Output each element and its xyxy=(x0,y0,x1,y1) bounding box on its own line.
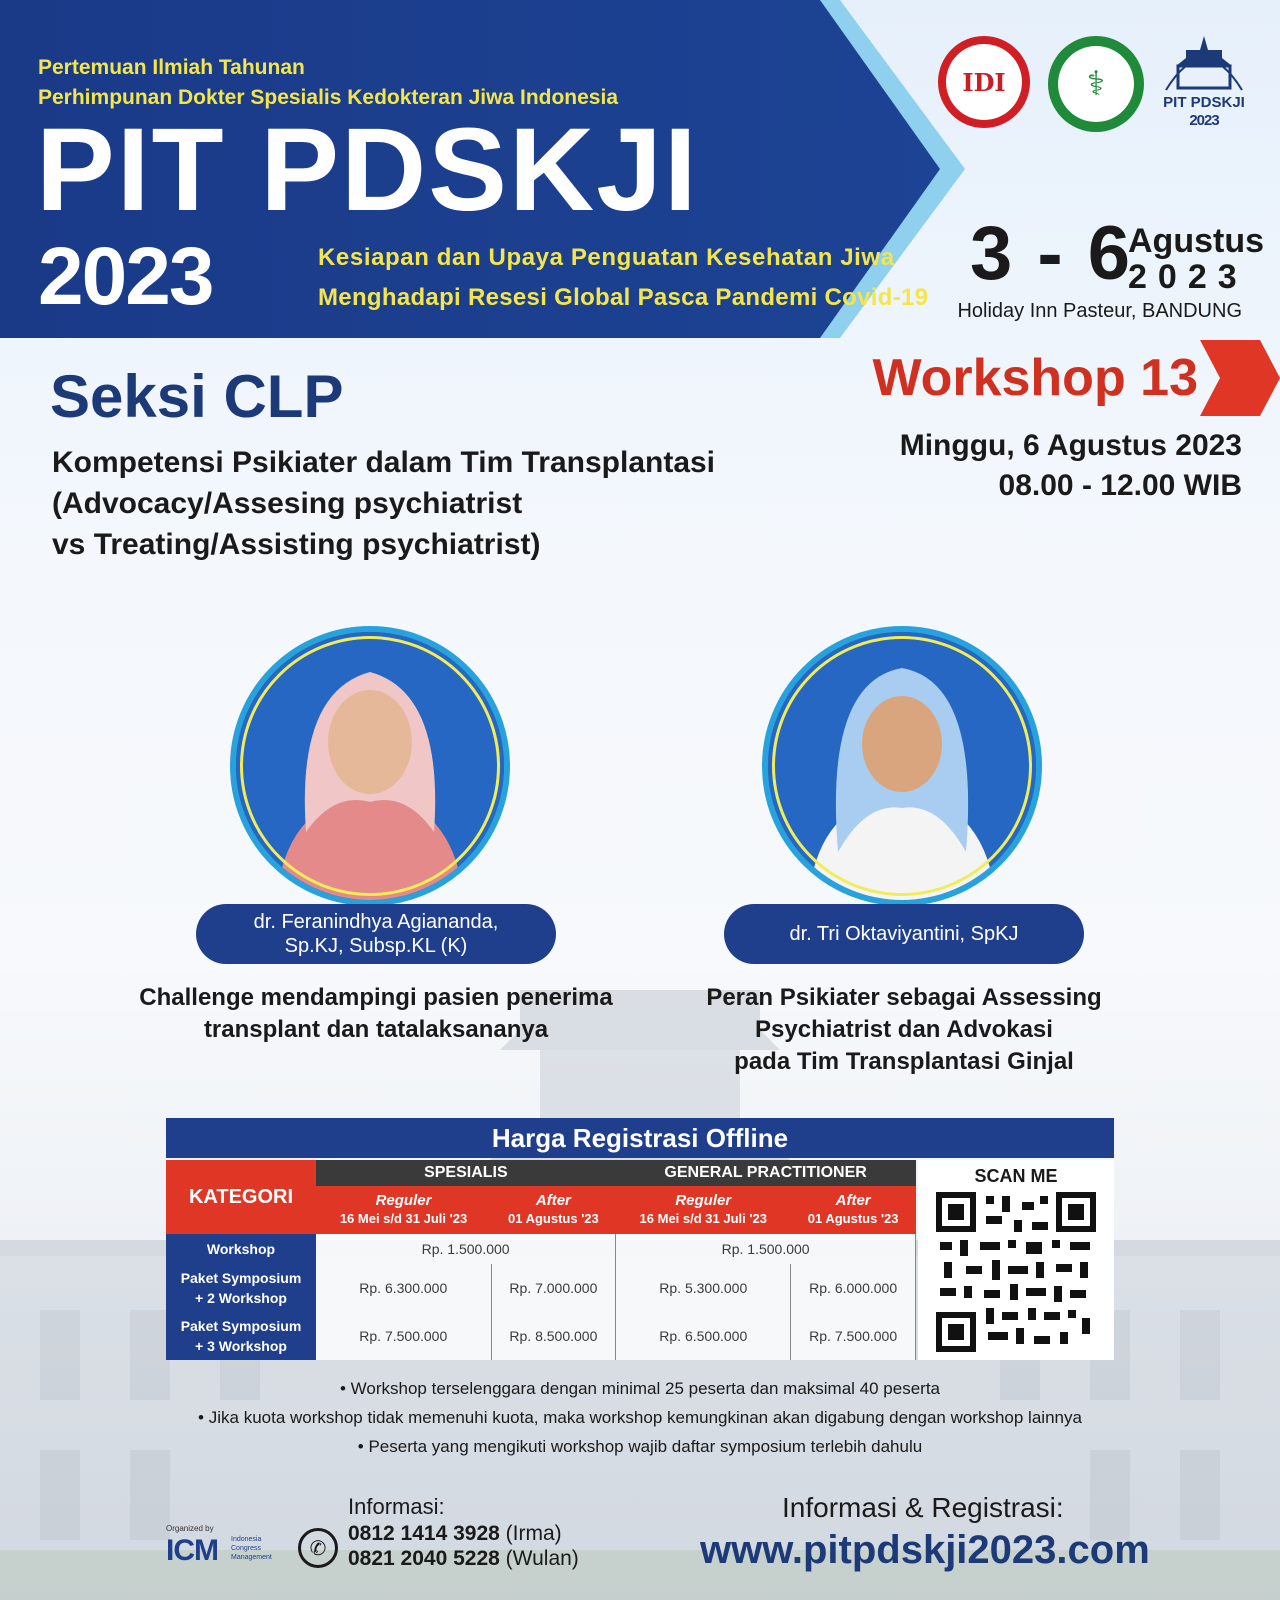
row-label: Workshop xyxy=(166,1234,316,1264)
price-cell: Rp. 7.500.000 xyxy=(316,1312,491,1360)
event-venue: Holiday Inn Pasteur, BANDUNG xyxy=(957,300,1242,322)
workshop-date: Minggu, 6 Agustus 2023 xyxy=(899,429,1242,462)
pricing-sp-after-header xyxy=(491,1186,616,1234)
topic-line2: (Advocacy/Assesing psychiatrist xyxy=(52,487,523,520)
whatsapp-icon: ✆ xyxy=(298,1528,338,1568)
section-title: Seksi CLP xyxy=(50,363,344,430)
after-period: 01 Agustus '23 xyxy=(807,1211,899,1226)
speaker2-name xyxy=(724,904,1084,964)
reguler-label: Reguler xyxy=(375,1192,432,1209)
row-label xyxy=(166,1264,316,1312)
phone-contact-2[interactable] xyxy=(348,1547,579,1571)
icm-sub1: Indonesia xyxy=(231,1536,262,1543)
registration-url-link[interactable]: www.pitpdskji2023.com xyxy=(700,1528,1150,1572)
speaker1-talk xyxy=(116,982,636,1046)
note-item: • Workshop terselenggara dengan minimal 25 peserta dan maksimal 40 peserta xyxy=(339,1379,941,1398)
price-cell: Rp. 6.000.000 xyxy=(791,1264,916,1312)
note-item: • Peserta yang mengikuti workshop wajib daftar symposium terlebih dahulu xyxy=(357,1437,923,1456)
pricing-gp-reguler-header xyxy=(616,1186,791,1234)
event-date-range: 3 - 6 xyxy=(970,211,1133,296)
row-label-line1: Paket Symposium xyxy=(180,1318,302,1334)
row-label-line2: + 2 Workshop xyxy=(195,1290,287,1306)
event-title: PIT PDSKJI xyxy=(36,104,699,236)
header-line1: Pertemuan Ilmiah Tahunan xyxy=(38,56,305,79)
speaker1-name-line2: Sp.KJ, Subsp.KL (K) xyxy=(284,935,468,957)
qr-panel xyxy=(918,1160,1114,1360)
idi-logo xyxy=(938,36,1030,128)
row-label xyxy=(166,1312,316,1360)
price-cell: Rp. 7.000.000 xyxy=(491,1264,616,1312)
registration-notes xyxy=(0,1374,1280,1461)
pricing-group-gp: GENERAL PRACTITIONER xyxy=(616,1160,916,1186)
event-year: 2023 xyxy=(38,231,213,322)
speaker1-talk-line1: Challenge mendampingi pasien penerima xyxy=(139,984,613,1011)
phone-contact-1[interactable] xyxy=(348,1522,562,1546)
workshop-time: 08.00 - 12.00 WIB xyxy=(998,469,1242,502)
pricing-table xyxy=(166,1160,916,1360)
pricing-category-header: KATEGORI xyxy=(166,1160,316,1234)
price-cell: Rp. 8.500.000 xyxy=(491,1312,616,1360)
speaker1-name-line1: dr. Feranindhya Agiananda, xyxy=(253,911,499,933)
pricing-sp-reguler-header xyxy=(316,1186,491,1234)
reguler-period: 16 Mei s/d 31 Juli '23 xyxy=(639,1211,767,1226)
header-line2: Perhimpunan Dokter Spesialis Kedokteran Jiwa Indonesia xyxy=(38,86,619,109)
chevron-right-icon xyxy=(1200,340,1280,416)
organized-by-label: Organized by xyxy=(166,1524,214,1533)
workshop-title: Workshop 13 xyxy=(872,349,1198,407)
speaker1-photo xyxy=(230,626,510,906)
pricing-title: Harga Registrasi Offline xyxy=(166,1118,1114,1158)
phone1-name: (Irma) xyxy=(505,1522,562,1545)
speaker2-talk-line3: pada Tim Transplantasi Ginjal xyxy=(734,1048,1074,1075)
speaker2-name-line1: dr. Tri Oktaviyantini, SpKJ xyxy=(789,923,1019,945)
idi-logo-text: IDI xyxy=(946,44,1022,120)
row-label-line2: + 3 Workshop xyxy=(195,1338,287,1354)
price-cell: Rp. 6.300.000 xyxy=(316,1264,491,1312)
speaker1-name xyxy=(196,904,556,964)
event-month: Agustus xyxy=(1128,222,1264,260)
reguler-period: 16 Mei s/d 31 Juli '23 xyxy=(339,1211,468,1226)
note-text: Peserta yang mengikuti workshop wajib daftar symposium terlebih dahulu xyxy=(368,1437,923,1456)
icm-sub2: Congress xyxy=(231,1545,261,1552)
icm-logo-subtitle xyxy=(231,1535,272,1562)
section-topic xyxy=(52,442,715,565)
note-text: Workshop terselenggara dengan minimal 25 peserta dan maksimal 40 peserta xyxy=(350,1379,941,1398)
speaker2-photo xyxy=(762,626,1042,906)
pit-logo-year: 2023 xyxy=(1189,112,1219,129)
topic-line3: vs Treating/Assisting psychiatrist) xyxy=(52,528,541,561)
qr-code[interactable] xyxy=(936,1192,1096,1352)
topic-line1: Kompetensi Psikiater dalam Tim Transplantasi xyxy=(52,446,716,479)
after-label: After xyxy=(835,1192,871,1209)
theme-line1: Kesiapan dan Upaya Penguatan Kesehatan Jiwa xyxy=(318,244,895,271)
scan-me-label: SCAN ME xyxy=(974,1166,1058,1186)
icm-sub3: Management xyxy=(231,1554,272,1561)
row-label-line1: Paket Symposium xyxy=(180,1270,302,1286)
icm-logo: ICM xyxy=(166,1534,218,1567)
phone1-number: 0812 1414 3928 xyxy=(348,1522,500,1545)
note-item: • Jika kuota workshop tidak memenuhi kuota, maka workshop kemungkinan akan digabung dengan workshop lainnya xyxy=(198,1408,1082,1427)
speaker2-talk xyxy=(644,982,1164,1078)
table-row xyxy=(166,1264,916,1312)
pricing-gp-after-header xyxy=(791,1186,916,1234)
theme-line2: Menghadapi Resesi Global Pasca Pandemi Covid-19 xyxy=(318,284,929,311)
note-text: Jika kuota workshop tidak memenuhi kuota, maka workshop kemungkinan akan digabung dengan workshop lainnya xyxy=(208,1408,1082,1427)
caduceus-icon: ⚕ xyxy=(1058,46,1134,122)
info-label: Informasi: xyxy=(348,1494,445,1519)
price-cell: Rp. 1.500.000 xyxy=(316,1234,616,1264)
pit-logo-text: PIT PDSKJI xyxy=(1163,94,1245,111)
workshop-schedule xyxy=(900,426,1242,506)
price-cell: Rp. 1.500.000 xyxy=(616,1234,916,1264)
event-date-year: 2023 xyxy=(1128,258,1248,296)
speaker2-talk-line1: Peran Psikiater sebagai Assessing xyxy=(706,984,1102,1011)
speaker2-talk-line2: Psychiatrist dan Advokasi xyxy=(755,1016,1053,1043)
price-cell: Rp. 6.500.000 xyxy=(616,1312,791,1360)
after-period: 01 Agustus '23 xyxy=(508,1211,599,1226)
phone2-number: 0821 2040 5228 xyxy=(348,1547,500,1570)
price-cell: Rp. 5.300.000 xyxy=(616,1264,791,1312)
table-row xyxy=(166,1234,916,1264)
after-label: After xyxy=(535,1192,571,1209)
pricing-group-spesialis: SPESIALIS xyxy=(316,1160,616,1186)
pdskji-logo xyxy=(1048,36,1144,132)
table-row xyxy=(166,1312,916,1360)
reguler-label: Reguler xyxy=(675,1192,732,1209)
price-cell: Rp. 7.500.000 xyxy=(791,1312,916,1360)
building-icon xyxy=(1156,34,1252,94)
pit-logo xyxy=(1156,34,1252,134)
registration-label: Informasi & Registrasi: xyxy=(782,1492,1064,1523)
speaker1-talk-line2: transplant dan tatalaksananya xyxy=(203,1016,549,1043)
phone2-name: (Wulan) xyxy=(505,1547,579,1570)
